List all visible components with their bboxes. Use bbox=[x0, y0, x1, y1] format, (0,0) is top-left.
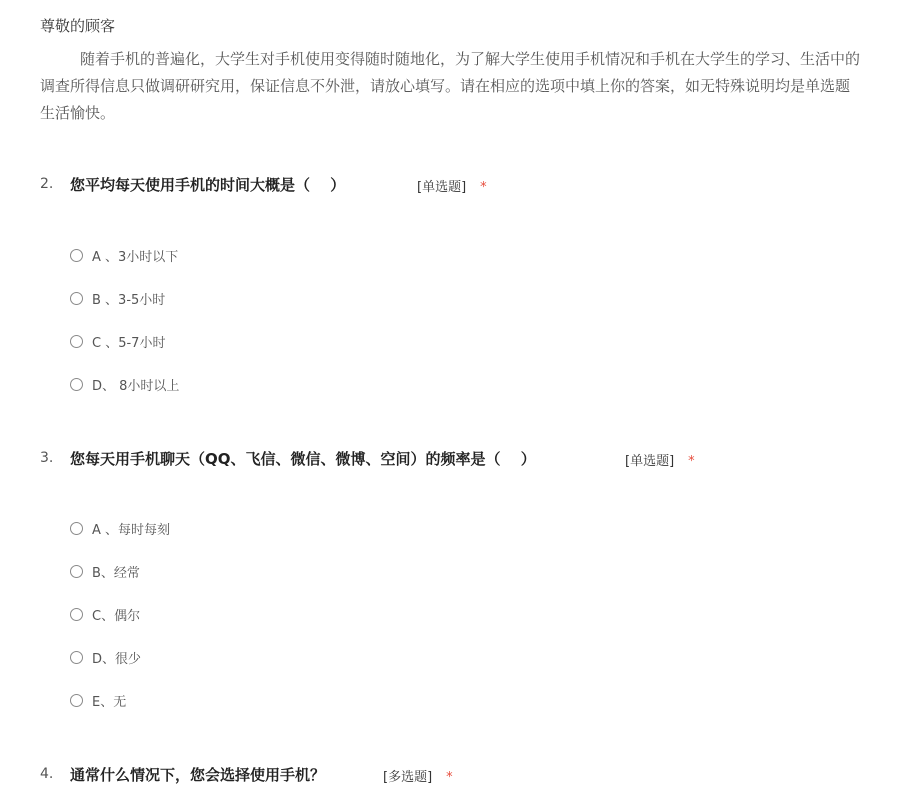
question-title: 通常什么情况下，您会选择使用手机？ bbox=[70, 766, 326, 784]
option-q3-e[interactable] bbox=[70, 690, 126, 710]
option-q3-c[interactable] bbox=[70, 604, 140, 624]
intro-line: 调查所得信息只做调研研究用，保证信息不外泄，请放心填写。请在相应的选项中填上你的答案，如无特殊说明均是单选题 bbox=[40, 77, 851, 95]
option-label: D、很少 bbox=[92, 651, 142, 667]
radio-button[interactable] bbox=[70, 565, 83, 578]
option-label: B 、3-5小时 bbox=[92, 292, 166, 308]
required-marker: * bbox=[688, 454, 695, 469]
option-q2-a[interactable] bbox=[70, 245, 178, 265]
option-q3-d[interactable] bbox=[70, 647, 141, 667]
option-label: C 、5-7小时 bbox=[92, 335, 166, 351]
option-label: D、 8小时以上 bbox=[92, 378, 180, 394]
option-label: B、经常 bbox=[92, 565, 140, 581]
option-q2-c[interactable] bbox=[70, 331, 165, 351]
radio-button[interactable] bbox=[70, 694, 83, 707]
radio-button[interactable] bbox=[70, 292, 83, 305]
option-q3-b[interactable] bbox=[70, 561, 140, 581]
question-number: 4. bbox=[40, 766, 54, 782]
option-label: E、无 bbox=[92, 694, 127, 710]
radio-button[interactable] bbox=[70, 608, 83, 621]
question-meta bbox=[625, 450, 695, 469]
option-q2-b[interactable] bbox=[70, 288, 165, 308]
intro-text bbox=[40, 46, 900, 127]
question-meta bbox=[417, 176, 487, 195]
intro-line: 随着手机的普遍化，大学生对手机使用变得随时随地化，为了解大学生使用手机情况和手机在大学生的学习、生活中的 bbox=[80, 50, 861, 68]
option-label: A 、3小时以下 bbox=[92, 249, 179, 265]
radio-button[interactable] bbox=[70, 335, 83, 348]
radio-button[interactable] bbox=[70, 378, 83, 391]
question-type-badge: [多选题] bbox=[383, 770, 433, 785]
question-meta bbox=[383, 766, 453, 785]
question-number: 2. bbox=[40, 176, 54, 192]
intro-line: 生活愉快。 bbox=[40, 104, 116, 122]
option-q3-a[interactable] bbox=[70, 518, 170, 538]
question-type-badge: [单选题] bbox=[417, 180, 467, 195]
question-title: 您每天用手机聊天（QQ、飞信、微信、微博、空间）的频率是（ ） bbox=[70, 450, 536, 468]
question-number: 3. bbox=[40, 450, 54, 466]
greeting: 尊敬的顾客 bbox=[40, 17, 116, 35]
option-label: A 、每时每刻 bbox=[92, 522, 171, 538]
required-marker: * bbox=[480, 180, 487, 195]
question-title: 您平均每天使用手机的时间大概是（ ） bbox=[70, 176, 346, 194]
radio-button[interactable] bbox=[70, 249, 83, 262]
radio-button[interactable] bbox=[70, 651, 83, 664]
radio-button[interactable] bbox=[70, 522, 83, 535]
required-marker: * bbox=[446, 770, 453, 785]
option-label: C、偶尔 bbox=[92, 608, 141, 624]
question-type-badge: [单选题] bbox=[625, 454, 675, 469]
option-q2-d[interactable] bbox=[70, 374, 179, 394]
